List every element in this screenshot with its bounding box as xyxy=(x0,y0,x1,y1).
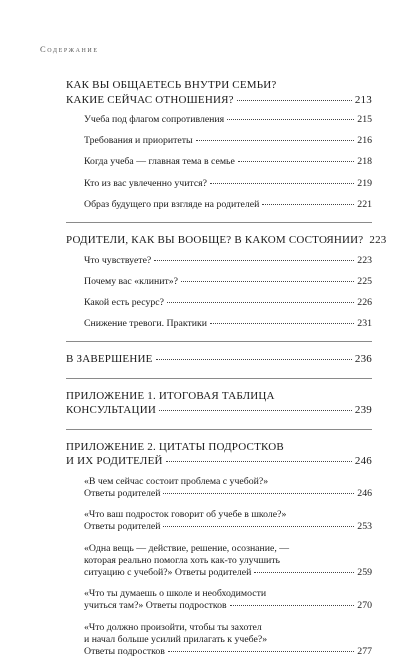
toc-entry-page-number: 270 xyxy=(357,600,372,612)
toc-entry-title-line: Требования и приоритеты xyxy=(84,135,193,147)
section-divider xyxy=(66,341,372,342)
dot-leader xyxy=(237,100,352,101)
toc-section-title-line: РОДИТЕЛИ, КАК ВЫ ВООБЩЕ? В КАКОМ СОСТОЯНИИ? xyxy=(66,234,364,247)
toc-entry-page-number: 216 xyxy=(357,135,372,147)
toc-section-title-line: В ЗАВЕРШЕНИЕ xyxy=(66,353,153,366)
toc-entry-title-line: и начал больше усилий прилагать к учебе?» xyxy=(84,633,268,645)
section-divider xyxy=(66,378,372,379)
toc-entry-page-number: 218 xyxy=(357,156,372,168)
toc-entry-title-line: Какой есть ресурс? xyxy=(84,296,164,308)
toc-section[interactable] xyxy=(66,389,372,418)
dot-leader xyxy=(167,302,354,303)
toc-entry-title-line: «Что ваш подросток говорит об учебе в школе?» xyxy=(84,509,287,521)
toc-entry-title-line: учиться там?» Ответы подростков xyxy=(84,600,227,612)
toc-entry-title-line: Ответы подростков xyxy=(84,646,165,658)
toc-entry[interactable] xyxy=(66,178,372,190)
toc-entry-title-line: Что чувствуете? xyxy=(84,254,152,266)
toc-entry-title-line: Почему вас «клинит»? xyxy=(84,275,178,287)
toc-entry[interactable] xyxy=(66,318,372,330)
toc-entry[interactable] xyxy=(66,276,372,288)
toc-section-title-line: КОНСУЛЬТАЦИИ xyxy=(66,404,156,417)
toc-section-page-number: 239 xyxy=(354,404,372,417)
toc-entry[interactable] xyxy=(66,135,372,147)
toc-entry-title-line: Образ будущего при взгляде на родителей xyxy=(84,198,260,210)
toc-entry-title-line: «В чем сейчас состоит проблема с учебой?» xyxy=(84,475,269,487)
toc-section-title-line: ПРИЛОЖЕНИЕ 2. ЦИТАТЫ ПОДРОСТКОВ xyxy=(66,440,284,453)
toc-entry-page-number: 215 xyxy=(357,114,372,125)
dot-leader xyxy=(230,605,355,606)
toc-entry[interactable] xyxy=(66,255,372,267)
toc-section-page-number: 223 xyxy=(369,234,387,247)
toc-entry-page-number: 253 xyxy=(357,521,372,533)
dot-leader xyxy=(196,140,355,141)
toc-section[interactable] xyxy=(66,352,372,367)
toc-section-page-number: 236 xyxy=(354,353,372,366)
toc-section-title-line: ПРИЛОЖЕНИЕ 1. ИТОГОВАЯ ТАБЛИЦА xyxy=(66,389,275,402)
dot-leader xyxy=(210,183,354,184)
toc-entry-page-number: 221 xyxy=(357,198,372,210)
toc-entry-title-line: Учеба под флагом сопротивления xyxy=(84,114,225,125)
toc-entry-title-line: Ответы родителей xyxy=(84,488,161,500)
table-of-contents xyxy=(66,78,387,658)
toc-entry-page-number: 223 xyxy=(357,254,372,266)
running-head: Содержание xyxy=(40,44,99,54)
toc-entry-title-line: «Что должно произойти, чтобы ты захотел xyxy=(84,621,262,633)
toc-entry-title-line: Когда учеба — главная тема в семье xyxy=(84,156,235,168)
toc-section-title-line: КАКИЕ СЕЙЧАС ОТНОШЕНИЯ? xyxy=(66,93,234,106)
toc-entry-title-line: которая реально помогла хоть как-то улучшить xyxy=(84,554,280,566)
toc-entry[interactable] xyxy=(66,297,372,309)
toc-entry-page-number: 259 xyxy=(357,567,372,579)
dot-leader xyxy=(168,651,354,652)
toc-entry-page-number: 246 xyxy=(357,488,372,500)
dot-leader xyxy=(262,204,354,205)
section-divider xyxy=(66,429,372,430)
toc-entry[interactable] xyxy=(66,476,372,500)
dot-leader xyxy=(154,260,354,261)
dot-leader xyxy=(156,359,352,360)
toc-entry[interactable] xyxy=(66,509,372,533)
toc-entry-title-line: Кто из вас увлеченно учится? xyxy=(84,177,208,189)
dot-leader xyxy=(166,461,352,462)
toc-section-title-line: И ИХ РОДИТЕЛЕЙ xyxy=(66,455,163,468)
toc-section[interactable] xyxy=(66,78,372,107)
toc-entry-page-number: 225 xyxy=(357,275,372,287)
section-divider xyxy=(66,222,372,223)
toc-section[interactable] xyxy=(66,440,372,469)
dot-leader xyxy=(181,281,354,282)
toc-section[interactable] xyxy=(66,233,387,248)
toc-entry[interactable] xyxy=(66,588,372,612)
dot-leader xyxy=(227,119,354,120)
dot-leader xyxy=(159,410,352,411)
dot-leader xyxy=(238,161,354,162)
toc-entry-page-number: 226 xyxy=(357,296,372,308)
dot-leader xyxy=(163,526,354,527)
toc-entry-title-line: Ответы родителей xyxy=(84,521,161,533)
toc-entry-title-line: «Что ты думаешь о школе и необходимости xyxy=(84,588,267,600)
toc-entry-title-line: Снижение тревоги. Практики xyxy=(84,318,208,330)
toc-entry-title-line: ситуацию с учебой?» Ответы родителей xyxy=(84,567,252,579)
toc-section-page-number: 246 xyxy=(354,455,372,468)
toc-entry[interactable] xyxy=(66,156,372,168)
toc-entry[interactable] xyxy=(66,543,372,580)
toc-entry[interactable] xyxy=(66,199,372,211)
toc-entry-page-number: 231 xyxy=(357,318,372,330)
toc-entry[interactable] xyxy=(66,114,372,126)
toc-entry-page-number: 277 xyxy=(357,646,372,658)
toc-section-page-number: 213 xyxy=(354,93,372,106)
toc-entry[interactable] xyxy=(66,622,372,658)
toc-section-title-line: КАК ВЫ ОБЩАЕТЕСЬ ВНУТРИ СЕМЬИ? xyxy=(66,79,277,91)
dot-leader xyxy=(210,323,354,324)
dot-leader xyxy=(254,572,354,573)
toc-entry-title-line: «Одна вещь — действие, решение, осознание, — xyxy=(84,542,290,554)
dot-leader xyxy=(163,493,354,494)
toc-entry-page-number: 219 xyxy=(357,177,372,189)
